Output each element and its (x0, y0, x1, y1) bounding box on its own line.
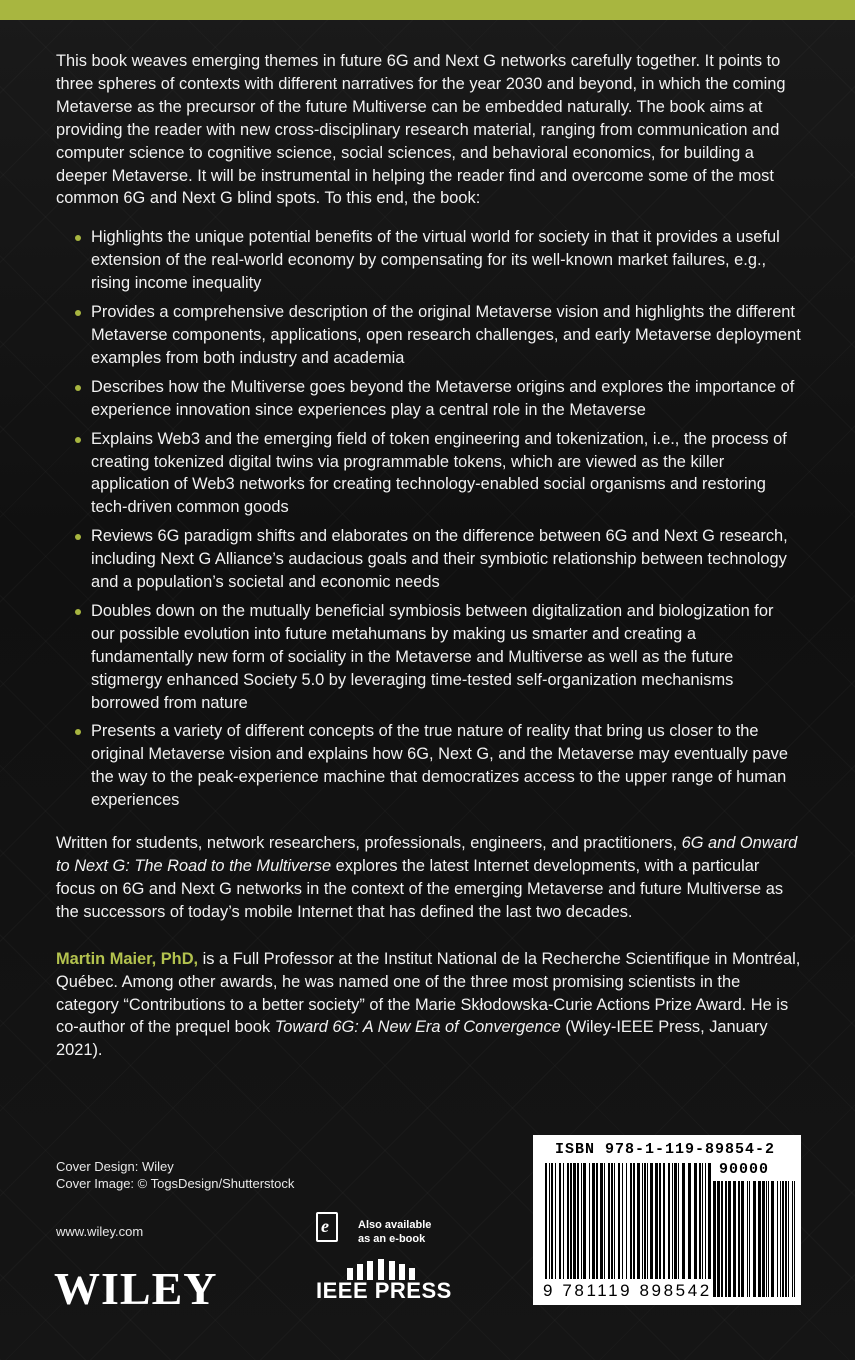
barcode-bar (688, 1163, 691, 1279)
barcode-bar (583, 1163, 586, 1279)
barcode-bar (705, 1163, 706, 1279)
barcode-bar (794, 1181, 795, 1297)
barcode-bar (713, 1181, 716, 1297)
barcode-bar (768, 1181, 769, 1297)
top-accent-bar (0, 0, 855, 20)
bullet-dot-icon (75, 729, 81, 735)
price-addon: 90000 (719, 1161, 770, 1178)
barcode-bar (672, 1163, 673, 1279)
barcode-bar (733, 1181, 736, 1297)
barcode-bar (637, 1163, 640, 1279)
isbn-number: ISBN 978-1-119-89854-2 (555, 1141, 776, 1158)
publisher-website: www.wiley.com (56, 1224, 144, 1239)
barcode-bar (611, 1163, 613, 1279)
barcode-bar (663, 1163, 665, 1279)
list-item: Doubles down on the mutually beneficial symbiosis between digitalization and biologization for our possible evolution into future metahumans by making us smarter and creating a fundamentally new form of sociality in the Metaverse and Multiverse as well as the future stigmergy enhanced Society 5.0 by leveraging time-tested self-organization mechanisms borrowed from nature (56, 600, 801, 715)
barcode-bar (551, 1163, 553, 1279)
barcode-bar (618, 1163, 620, 1279)
barcode-bar (596, 1163, 598, 1279)
barcode-bar (567, 1163, 569, 1279)
barcode-bar (592, 1163, 595, 1279)
barcode-bar (604, 1163, 605, 1279)
barcode-bar (717, 1181, 720, 1297)
barcode-bar (650, 1163, 653, 1279)
barcode-bar (725, 1181, 727, 1297)
list-item: Explains Web3 and the emerging field of token engineering and tokenization, i.e., the process of creating tokenized digital twins via programmable tokens, which are viewed as the killer application of Web3 networks for creating technology-enabled social organisms and restoring tech-driven common goods (56, 428, 801, 520)
barcode-bar (642, 1163, 643, 1279)
barcode-bar (721, 1181, 723, 1297)
barcode-bar (549, 1163, 550, 1279)
isbn-barcode (533, 1135, 801, 1305)
barcode-bar (728, 1181, 731, 1297)
author-bio: Martin Maier, PhD, is a Full Professor at the Institut National de la Recherche Scientifique in Montréal, Québec. Among other awards, he was named one of the three most promising scientists in the category “Contributions to a better society” of the Marie Skłodowska-Curie Actions Prize Award. He is co-author of the prequel book Toward 6G: A New Era of Convergence (Wiley-IEEE Press, January 2021). (56, 949, 801, 1060)
ieee-flame-icon (343, 1258, 419, 1280)
barcode-bar (626, 1163, 627, 1279)
barcode-bar (758, 1181, 761, 1297)
list-item: Reviews 6G paradigm shifts and elaborates on the difference between 6G and Next G research, including Next G Alliance’s audacious goals and their symbiotic relationship between technology and a population’s societal and economic needs (56, 525, 801, 594)
barcode-bar (738, 1181, 740, 1297)
barcode-bar (647, 1163, 648, 1279)
barcode-bar (573, 1163, 576, 1279)
barcode-bar (559, 1163, 561, 1279)
barcode-bar (788, 1181, 789, 1297)
list-item: Presents a variety of different concepts of the true nature of reality that bring us closer to the original Metaverse vision and explains how 6G, Next G, and the Metaverse may eventually pave the way to the peak-experience machine that democratizes access to the upper range of human experiences (56, 720, 801, 812)
ieee-press-logo: IEEE PRESS (316, 1258, 446, 1304)
cover-image-credit: Cover Image: © TogsDesign/Shutterstock (56, 1176, 295, 1191)
ebook-icon: e (316, 1212, 338, 1242)
barcode-bar (633, 1163, 635, 1279)
barcode-bar (622, 1163, 623, 1279)
barcode-bar (747, 1181, 748, 1297)
barcode-bar (741, 1181, 744, 1297)
author-name: Martin Maier, PhD, (56, 949, 199, 968)
barcode-bar (702, 1163, 703, 1279)
bullet-dot-icon (75, 437, 81, 443)
barcode-bar (570, 1163, 572, 1279)
back-cover-text (56, 50, 801, 1062)
barcode-bar (577, 1163, 579, 1279)
bullet-dot-icon (75, 235, 81, 241)
bullet-dot-icon (75, 385, 81, 391)
barcode-bar (555, 1163, 556, 1279)
barcode-bar (655, 1163, 658, 1279)
list-item: Provides a comprehensive description of the original Metaverse vision and highlights the different Metaverse components, applications, open research challenges, and early Metaverse deployment examples from both industry and academia (56, 301, 801, 370)
barcode-bar (771, 1181, 774, 1297)
barcode-bar (749, 1181, 750, 1297)
ean-digits: 9 781119 898542 (543, 1281, 712, 1300)
barcode-bar (614, 1163, 615, 1279)
list-item: Highlights the unique potential benefits of the virtual world for society in that it provides a useful extension of the real-world economy by compensating for its well-known market failures, e.g., rising income inequality (56, 226, 801, 295)
barcode-bar (682, 1163, 685, 1279)
barcode-bar (581, 1163, 582, 1279)
barcode-bar (589, 1163, 590, 1279)
barcode-bar (674, 1163, 677, 1279)
book-title: 6G and Onward to Next G: The Road to the Multiverse (56, 834, 798, 875)
barcode-bar (668, 1163, 670, 1279)
barcode-bar (753, 1181, 756, 1297)
wiley-logo: WILEY (54, 1263, 218, 1314)
list-item: Describes how the Multiverse goes beyond the Metaverse origins and explores the importance of experience innovation since experiences play a central role in the Metaverse (56, 376, 801, 422)
barcode-bar (659, 1163, 661, 1279)
barcode-bar (694, 1163, 697, 1279)
bullet-dot-icon (75, 609, 81, 615)
barcode-bar (762, 1181, 765, 1297)
barcode-bar (678, 1163, 679, 1279)
barcode-bar (630, 1163, 632, 1279)
barcode-bar (600, 1163, 603, 1279)
barcode-bar (699, 1163, 701, 1279)
bullet-dot-icon (75, 534, 81, 540)
prequel-title: Toward 6G: A New Era of Convergence (274, 1018, 561, 1037)
barcode-bar (782, 1181, 784, 1297)
barcode-bar (608, 1163, 610, 1279)
barcode-bar (644, 1163, 646, 1279)
barcode-bar (766, 1181, 767, 1297)
barcode-bar (780, 1181, 781, 1297)
barcode-bar (777, 1181, 778, 1297)
intro-paragraph: This book weaves emerging themes in future 6G and Next G networks carefully together. It points to three spheres of contexts with different narratives for the year 2030 and beyond, in which the coming Metaverse as the precursor of the future Multiverse can be embedded naturally. The book aims at providing the reader with new cross-disciplinary research material, ranging from communication and computer science to cognitive science, social sciences, and behavioral economics, for building a deeper Metaverse. It will be instrumental in helping the reader find and overcome some of the most common 6G and Next G blind spots. To this end, the book: (56, 52, 786, 208)
barcode-bar (563, 1163, 564, 1279)
bullet-dot-icon (75, 310, 81, 316)
barcode-bar (785, 1181, 787, 1297)
closing-paragraph: Written for students, network researchers, professionals, engineers, and practitioners, 6G and Onward to Next G: The Road to the Multiverse explores the latest Internet developments, with a particular focus on 6G and Next G networks in the context of the emerging Metaverse and future Multiverse as the successors of today’s mobile Internet that has defined the last two decades. (56, 834, 798, 921)
barcode-bar (792, 1181, 793, 1297)
cover-design-credit: Cover Design: Wiley (56, 1159, 174, 1174)
barcode-bar (708, 1163, 711, 1279)
cover-credits (56, 1158, 294, 1192)
feature-list (56, 226, 801, 812)
barcode-bar (545, 1163, 547, 1279)
